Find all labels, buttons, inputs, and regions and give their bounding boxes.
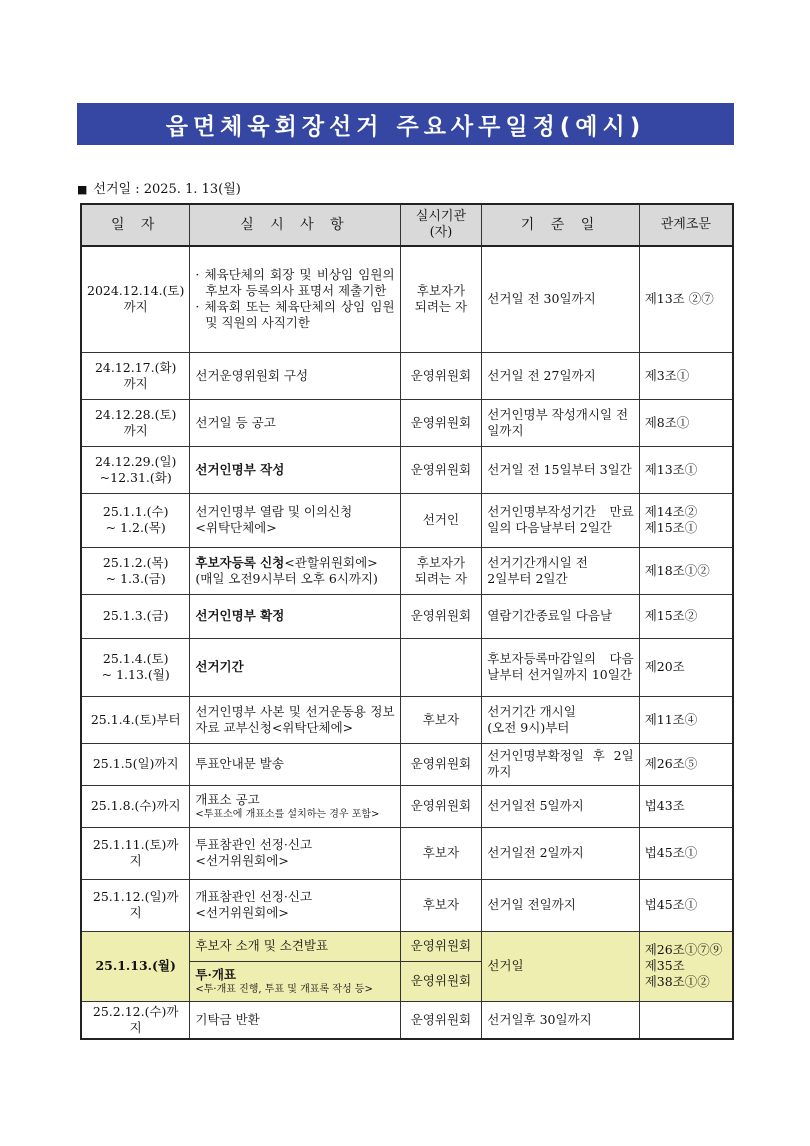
cell-basis: 선거일 전 15일부터 3일간 xyxy=(482,446,639,493)
cell-task: 기탁금 반환 xyxy=(190,1001,400,1039)
cell-basis: 선거일 전 30일까지 xyxy=(482,246,639,352)
cell-law: 법45조① xyxy=(639,827,733,879)
table-row xyxy=(81,785,733,827)
task-bold-text: 후보자등록 신청 xyxy=(195,554,285,570)
cell-basis: 선거일 전일까지 xyxy=(482,879,639,931)
cell-task xyxy=(190,879,400,931)
cell-task: 선거일 등 공고 xyxy=(190,399,400,446)
task-text: <관할위원회에> (매일 오전9시부터 오후 6시까지) xyxy=(195,554,378,586)
cell-basis: 열람기간종료일 다음날 xyxy=(482,594,639,638)
cell-basis: 선거일전 2일까지 xyxy=(482,827,639,879)
cell-basis: 선거인명부 작성개시일 전일까지 xyxy=(482,399,639,446)
basis-text: 선거기간개시일 전 2일부터 2일간 xyxy=(487,554,588,586)
task-note: <투·개표 진행, 투표 및 개표록 작성 등> xyxy=(195,983,373,995)
cell-date: 25.1.12.(일)까지 xyxy=(81,879,190,931)
date-text: 2024.12.14.(토) 까지 xyxy=(87,283,185,315)
cell-task: 선거인명부 확정 xyxy=(190,594,400,638)
cell-org xyxy=(400,246,482,352)
page-title: 읍면체육회장선거 주요사무일정(예시) xyxy=(77,103,734,145)
table-row xyxy=(81,594,733,638)
cell-basis: 선거일전 5일까지 xyxy=(482,785,639,827)
election-day-line xyxy=(77,178,241,197)
header-task: 실 시 사 항 xyxy=(190,204,400,246)
cell-date xyxy=(81,493,190,547)
table-row xyxy=(81,547,733,594)
cell-law: 제8조① xyxy=(639,399,733,446)
cell-basis: 선거일후 30일까지 xyxy=(482,1001,639,1039)
cell-date xyxy=(81,246,190,352)
header-basis: 기 준 일 xyxy=(482,204,639,246)
cell-task xyxy=(190,827,400,879)
cell-law: 제26조⑤ xyxy=(639,743,733,785)
date-text: 24.12.28.(토) 까지 xyxy=(94,406,177,438)
cell-org: 운영위원회 xyxy=(400,352,482,399)
header-law: 관계조문 xyxy=(639,204,733,246)
header-row xyxy=(81,204,733,246)
task-text: 개표참관인 선정·신고 <선거위원회에> xyxy=(195,889,313,920)
cell-task: 선거인명부 작성 xyxy=(190,446,400,493)
cell-org: 운영위원회 xyxy=(400,961,482,1001)
cell-law: 제15조② xyxy=(639,594,733,638)
cell-task xyxy=(190,547,400,594)
cell-law: 제20조 xyxy=(639,638,733,696)
schedule-table xyxy=(80,203,734,1040)
table-row xyxy=(81,352,733,399)
cell-date: 25.1.8.(수)까지 xyxy=(81,785,190,827)
cell-date xyxy=(81,352,190,399)
cell-task: 선거인명부 사본 및 선거운동용 정보자료 교부신청<위탁단체에> xyxy=(190,696,400,743)
cell-org: 운영위원회 xyxy=(400,931,482,961)
cell-law: 법43조 xyxy=(639,785,733,827)
table-row-election-day xyxy=(81,931,733,961)
cell-org: 운영위원회 xyxy=(400,594,482,638)
cell-date xyxy=(81,638,190,696)
org-text: 후보자가 되려는 자 xyxy=(414,283,468,315)
table-row xyxy=(81,446,733,493)
task-text: 개표소 공고 xyxy=(195,791,260,807)
square-bullet-icon: ■ xyxy=(77,183,88,196)
date-text: 25.1.1.(수) ~ 1.2.(목) xyxy=(102,504,169,535)
basis-text: 선거기간 개시일 (오전 9시)부터 xyxy=(487,703,576,735)
cell-date xyxy=(81,399,190,446)
table-row xyxy=(81,246,733,352)
law-text: 제26조①⑦⑨ 제35조 제38조①② xyxy=(644,942,723,989)
cell-date: 25.1.5(일)까지 xyxy=(81,743,190,785)
cell-law: 제13조 ②⑦ xyxy=(639,246,733,352)
cell-org: 운영위원회 xyxy=(400,446,482,493)
cell-date: 25.1.11.(토)까지 xyxy=(81,827,190,879)
date-text: 25.1.4.(토) ~ 1.13.(월) xyxy=(101,651,170,682)
cell-basis: 선거인명부작성기간 만료일의 다음날부터 2일간 xyxy=(482,493,639,547)
cell-basis xyxy=(482,696,639,743)
table-row xyxy=(81,743,733,785)
header-org: 실시기관(자) xyxy=(400,204,482,246)
cell-org: 운영위원회 xyxy=(400,743,482,785)
cell-org: 후보자 xyxy=(400,696,482,743)
cell-org: 선거인 xyxy=(400,493,482,547)
cell-task: 선거기간 xyxy=(190,638,400,696)
cell-task xyxy=(190,961,400,1001)
table-row xyxy=(81,827,733,879)
task-bullet: · 체육단체의 회장 및 비상임 임원의 후보자 등록의사 표명서 제출기한 xyxy=(195,267,395,299)
date-text: 25.1.2.(목) ~ 1.3.(금) xyxy=(102,554,169,586)
cell-basis: 선거일 xyxy=(482,931,639,1001)
cell-date xyxy=(81,547,190,594)
cell-law: 제13조① xyxy=(639,446,733,493)
election-day-text: 선거일 : 2025. 1. 13(월) xyxy=(93,182,241,197)
cell-date: 25.1.13.(월) xyxy=(81,931,190,1001)
table-row xyxy=(81,696,733,743)
cell-task: 후보자 소개 및 소견발표 xyxy=(190,931,400,961)
cell-org: 후보자 xyxy=(400,827,482,879)
cell-date: 25.2.12.(수)까지 xyxy=(81,1001,190,1039)
cell-law xyxy=(639,931,733,1001)
cell-basis xyxy=(482,547,639,594)
cell-basis: 후보자등록마감일의 다음 날부터 선거일까지 10일간 xyxy=(482,638,639,696)
cell-org: 운영위원회 xyxy=(400,785,482,827)
cell-org xyxy=(400,547,482,594)
cell-task xyxy=(190,785,400,827)
law-text: 제14조② 제15조① xyxy=(644,504,698,535)
table-row xyxy=(81,638,733,696)
cell-basis: 선거인명부확정일 후 2일까지 xyxy=(482,743,639,785)
task-note: <투표소에 개표소를 설치하는 경우 포함> xyxy=(195,808,380,820)
table-row xyxy=(81,879,733,931)
cell-law: 법45조① xyxy=(639,879,733,931)
task-text: 선거인명부 열람 및 이의신청 <위탁단체에> xyxy=(195,504,353,535)
task-text: 투표참관인 선정·신고 <선거위원회에> xyxy=(195,837,313,868)
cell-task xyxy=(190,246,400,352)
cell-date xyxy=(81,446,190,493)
cell-law xyxy=(639,1001,733,1039)
cell-law: 제11조④ xyxy=(639,696,733,743)
date-text: 24.12.29.(일) ~12.31.(화) xyxy=(94,453,177,485)
cell-basis: 선거일 전 27일까지 xyxy=(482,352,639,399)
date-text: 24.12.17.(화) 까지 xyxy=(94,359,177,391)
task-text: 투·개표 xyxy=(195,966,236,982)
cell-task: 선거운영위원회 구성 xyxy=(190,352,400,399)
cell-date: 25.1.3.(금) xyxy=(81,594,190,638)
org-text: 후보자가 되려는 자 xyxy=(414,554,468,586)
cell-law xyxy=(639,493,733,547)
cell-org xyxy=(400,638,482,696)
cell-law: 제18조①② xyxy=(639,547,733,594)
cell-task: 투표안내문 발송 xyxy=(190,743,400,785)
table-row xyxy=(81,399,733,446)
cell-law: 제3조① xyxy=(639,352,733,399)
cell-org: 운영위원회 xyxy=(400,1001,482,1039)
table-row xyxy=(81,493,733,547)
cell-task xyxy=(190,493,400,547)
table-row xyxy=(81,1001,733,1039)
cell-org: 후보자 xyxy=(400,879,482,931)
task-bullet: · 체육회 또는 체육단체의 상임 임원 및 직원의 사직기한 xyxy=(195,299,395,331)
header-date: 일 자 xyxy=(81,204,190,246)
cell-org: 운영위원회 xyxy=(400,399,482,446)
cell-date: 25.1.4.(토)부터 xyxy=(81,696,190,743)
